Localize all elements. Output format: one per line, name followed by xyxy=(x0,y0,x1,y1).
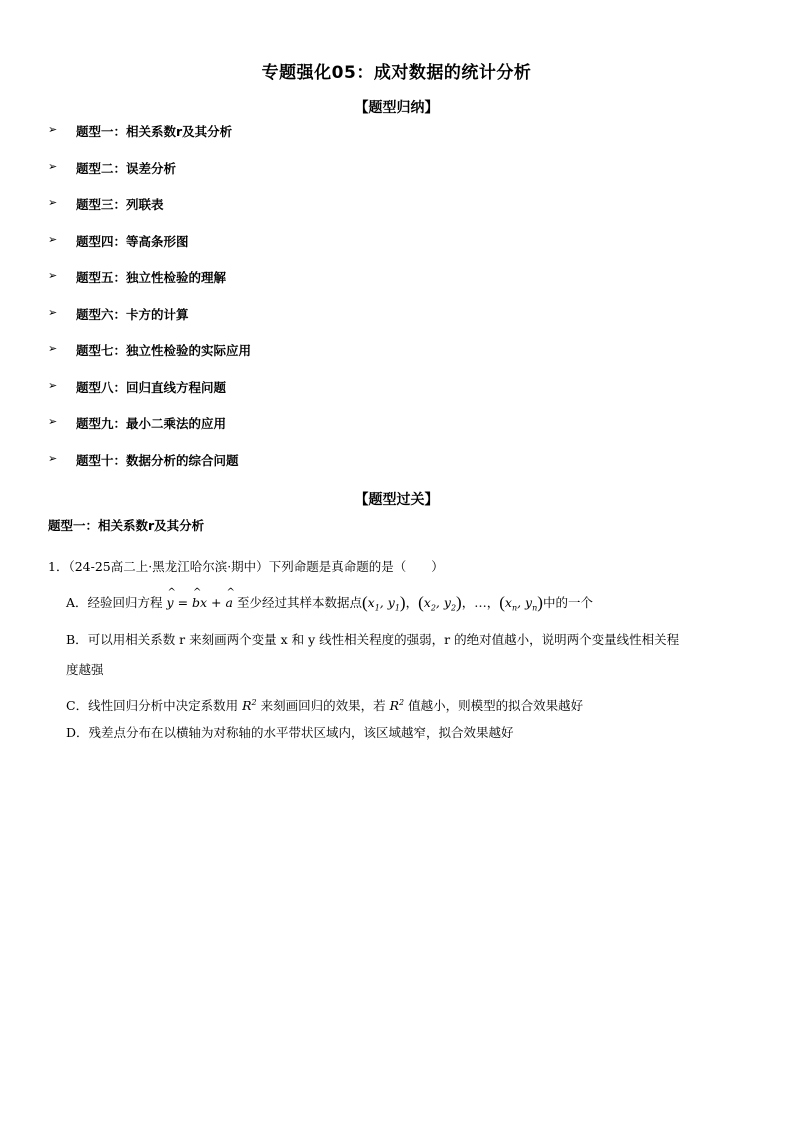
point-x1-y1: ($x_1$, $y_1$) xyxy=(361,593,406,613)
summary-heading: 【题型归纳】 xyxy=(354,100,439,116)
list-item: ➢ 题型一：相关系数r及其分析 xyxy=(48,123,233,139)
type-one-heading: 题型一：相关系数r及其分析 xyxy=(48,518,205,533)
arrow-bullet-icon: ➢ xyxy=(48,305,58,319)
arrow-bullet-icon: ➢ xyxy=(48,232,58,246)
arrow-bullet-icon: ➢ xyxy=(48,342,58,355)
arrow-bullet-icon: ➢ xyxy=(48,159,58,173)
question-number: 1． xyxy=(48,559,69,574)
option-d: D．残差点分布在以横轴为对称轴的水平带状区域内，该区域越窄，拟合效果越好 xyxy=(66,725,514,740)
r-squared-symbol: $R^2$ xyxy=(242,698,257,714)
option-label: D． xyxy=(66,725,89,740)
list-item: ➢ 题型五：独立性检验的理解 xyxy=(48,269,227,285)
arrow-bullet-icon: ➢ xyxy=(48,123,58,136)
option-label: C． xyxy=(66,698,89,714)
list-item: ➢ 题型六：卡方的计算 xyxy=(48,305,189,322)
arrow-bullet-icon: ➢ xyxy=(48,378,58,392)
question-type-list xyxy=(48,122,748,487)
practice-heading: 【题型过关】 xyxy=(354,492,439,508)
list-item: ➢ 题型十：数据分析的综合问题 xyxy=(48,451,239,468)
list-item: ➢ 题型四：等高条形图 xyxy=(48,232,189,249)
list-item: ➢ 题型二：误差分析 xyxy=(48,159,177,176)
option-c: C．线性回归分析中决定系数用 $R^2$ 来刻画回归的效果，若 $R^2$ 值越小，则模型的拟合效果越好 xyxy=(66,698,584,714)
point-xn-yn: ($x_n$, $y_n$) xyxy=(499,593,543,613)
regression-equation: ^ y = ^ bx + ^ a xyxy=(167,595,233,610)
option-b: B．可以用相关系数 r 来刻画两个变量 x 和 y 线性相关程度的强弱，r 的绝对值越小，说明两个变量线性相关程 度越强 xyxy=(66,632,680,677)
option-a: A．经验回归方程 ^ y = ^ bx + ^ a 至少经过其样本数据点($x_1$, $y_1$)，($x_2$, $y_2$)，…，($x_n$, $y_n$)中的一个 xyxy=(66,588,746,624)
question-stem xyxy=(48,558,748,576)
list-item: ➢ 题型九：最小二乘法的应用 xyxy=(48,415,227,431)
arrow-bullet-icon: ➢ xyxy=(48,415,58,428)
arrow-bullet-icon: ➢ xyxy=(48,451,58,465)
r-squared-symbol: $R^2$ xyxy=(389,698,405,714)
list-item: ➢ 题型三：列联表 xyxy=(48,196,164,212)
option-label: B． xyxy=(66,632,88,647)
arrow-bullet-icon: ➢ xyxy=(48,196,58,209)
question-text: 下列命题是真命题的是（ ） xyxy=(268,559,444,574)
list-item: ➢ 题型八：回归直线方程问题 xyxy=(48,378,227,395)
page-title: 专题强化05：成对数据的统计分析 xyxy=(261,63,532,83)
arrow-bullet-icon: ➢ xyxy=(48,269,58,282)
point-x2-y2: ($x_2$, $y_2$) xyxy=(418,593,462,613)
list-item: ➢ 题型七：独立性检验的实际应用 xyxy=(48,342,252,358)
option-label: A． xyxy=(66,595,88,610)
question-source: （24-25高二上·黑龙江哈尔滨·期中） xyxy=(68,559,269,574)
